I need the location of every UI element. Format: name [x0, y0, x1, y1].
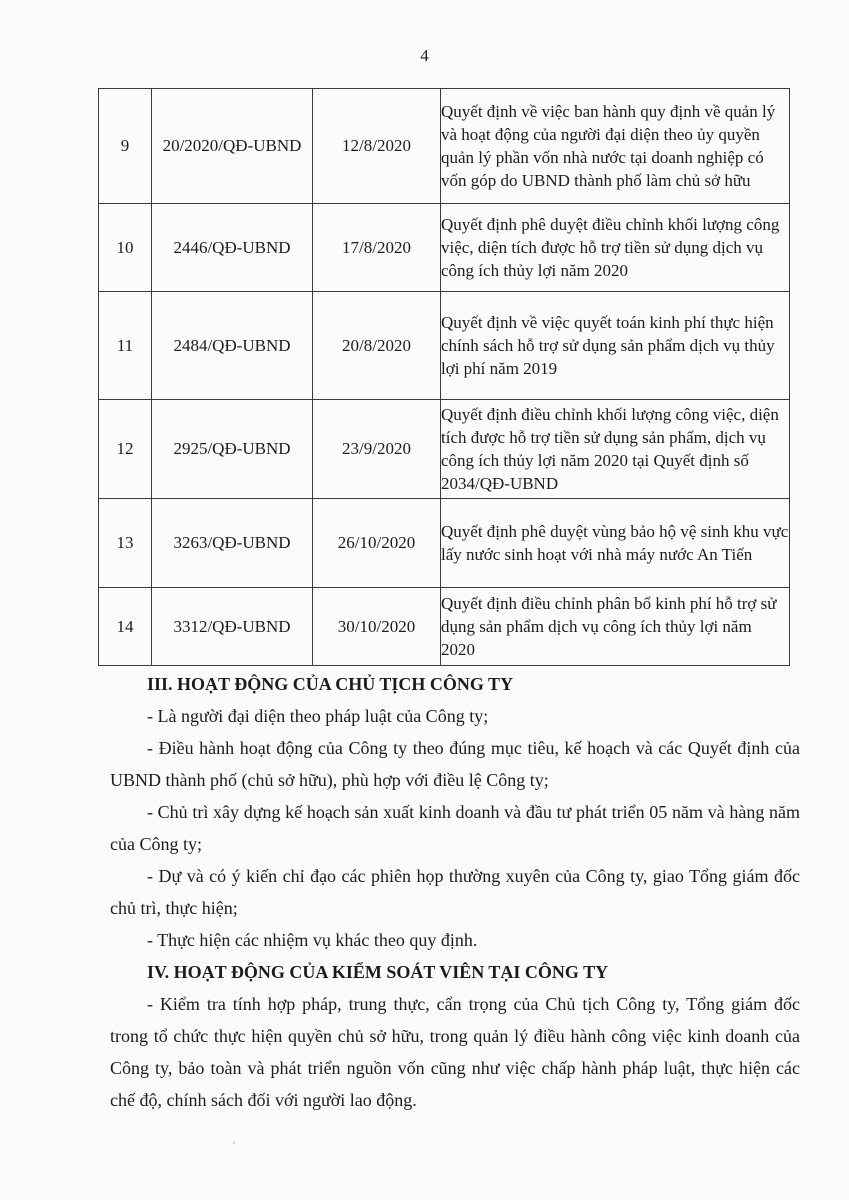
row-decision-number: 3312/QĐ-UBND	[152, 588, 313, 666]
row-content: Quyết định về việc ban hành quy định về quản lý và hoạt động của người đại diện theo ủy quyền quản lý phần vốn nhà nước tại doanh nghiệp có vốn góp do UBND thành phố làm chủ sở hữu	[441, 89, 790, 204]
table-row	[99, 204, 790, 292]
section-3-item: - Thực hiện các nhiệm vụ khác theo quy định.	[147, 930, 478, 950]
row-content: Quyết định điều chỉnh phân bổ kinh phí hỗ trợ sử dụng sản phẩm dịch vụ công ích thủy lợi năm 2020	[441, 588, 790, 666]
section-3-item: - Điều hành hoạt động của Công ty theo đúng mục tiêu, kế hoạch và các Quyết định của UBND thành phố (chủ sở hữu), phù hợp với điều lệ Công ty;	[110, 738, 800, 790]
row-stt: 11	[99, 292, 152, 400]
row-decision-number: 2446/QĐ-UBND	[152, 204, 313, 292]
row-content: Quyết định điều chỉnh khối lượng công việc, diện tích được hỗ trợ tiền sử dụng sản phẩm, dịch vụ công ích thủy lợi năm 2020 tại Quyết định số 2034/QĐ-UBND	[441, 400, 790, 499]
row-content: Quyết định phê duyệt điều chỉnh khối lượng công việc, diện tích được hỗ trợ tiền sử dụng dịch vụ công ích thủy lợi năm 2020	[441, 204, 790, 292]
table-row	[99, 400, 790, 499]
page-number: 4	[420, 46, 429, 65]
row-decision-number: 2484/QĐ-UBND	[152, 292, 313, 400]
row-date: 30/10/2020	[313, 588, 441, 666]
row-stt: 12	[99, 400, 152, 499]
table-row	[99, 89, 790, 204]
row-date: 23/9/2020	[313, 400, 441, 499]
row-date: 20/8/2020	[313, 292, 441, 400]
section-3-item: - Dự và có ý kiến chỉ đạo các phiên họp thường xuyên của Công ty, giao Tổng giám đốc chủ trì, thực hiện;	[110, 866, 800, 918]
row-date: 26/10/2020	[313, 499, 441, 588]
section-3-item: - Là người đại diện theo pháp luật của Công ty;	[147, 706, 489, 726]
row-decision-number: 2925/QĐ-UBND	[152, 400, 313, 499]
section-4-item: - Kiểm tra tính hợp pháp, trung thực, cẩn trọng của Chủ tịch Công ty, Tổng giám đốc trong tổ chức thực hiện quyền chủ sở hữu, trong quản lý điều hành công việc kinh doanh của Công ty, bảo toàn và phát triển nguồn vốn cũng như việc chấp hành pháp luật, thực hiện các chế độ, chính sách đối với người lao động.	[110, 994, 800, 1110]
row-stt: 9	[99, 89, 152, 204]
section-3-item: - Chủ trì xây dựng kế hoạch sản xuất kinh doanh và đầu tư phát triển 05 năm và hàng năm của Công ty;	[110, 802, 800, 854]
row-content: Quyết định phê duyệt vùng bảo hộ vệ sinh khu vực lấy nước sinh hoạt với nhà máy nước An Tiến	[441, 499, 790, 588]
table-row	[99, 588, 790, 666]
body-sections	[110, 668, 800, 1116]
section-4-heading: IV. HOẠT ĐỘNG CỦA KIỂM SOÁT VIÊN TẠI CÔNG TY	[147, 962, 609, 982]
table-row	[99, 292, 790, 400]
row-stt: 13	[99, 499, 152, 588]
table-row	[99, 499, 790, 588]
row-stt: 14	[99, 588, 152, 666]
decisions-table	[98, 88, 790, 666]
row-decision-number: 20/2020/QĐ-UBND	[152, 89, 313, 204]
row-date: 12/8/2020	[313, 89, 441, 204]
row-date: 17/8/2020	[313, 204, 441, 292]
scan-mark: ˌ	[232, 1130, 236, 1144]
row-decision-number: 3263/QĐ-UBND	[152, 499, 313, 588]
row-stt: 10	[99, 204, 152, 292]
section-3-heading: III. HOẠT ĐỘNG CỦA CHỦ TỊCH CÔNG TY	[147, 674, 514, 694]
row-content: Quyết định về việc quyết toán kinh phí thực hiện chính sách hỗ trợ sử dụng sản phẩm dịch vụ thủy lợi phí năm 2019	[441, 292, 790, 400]
